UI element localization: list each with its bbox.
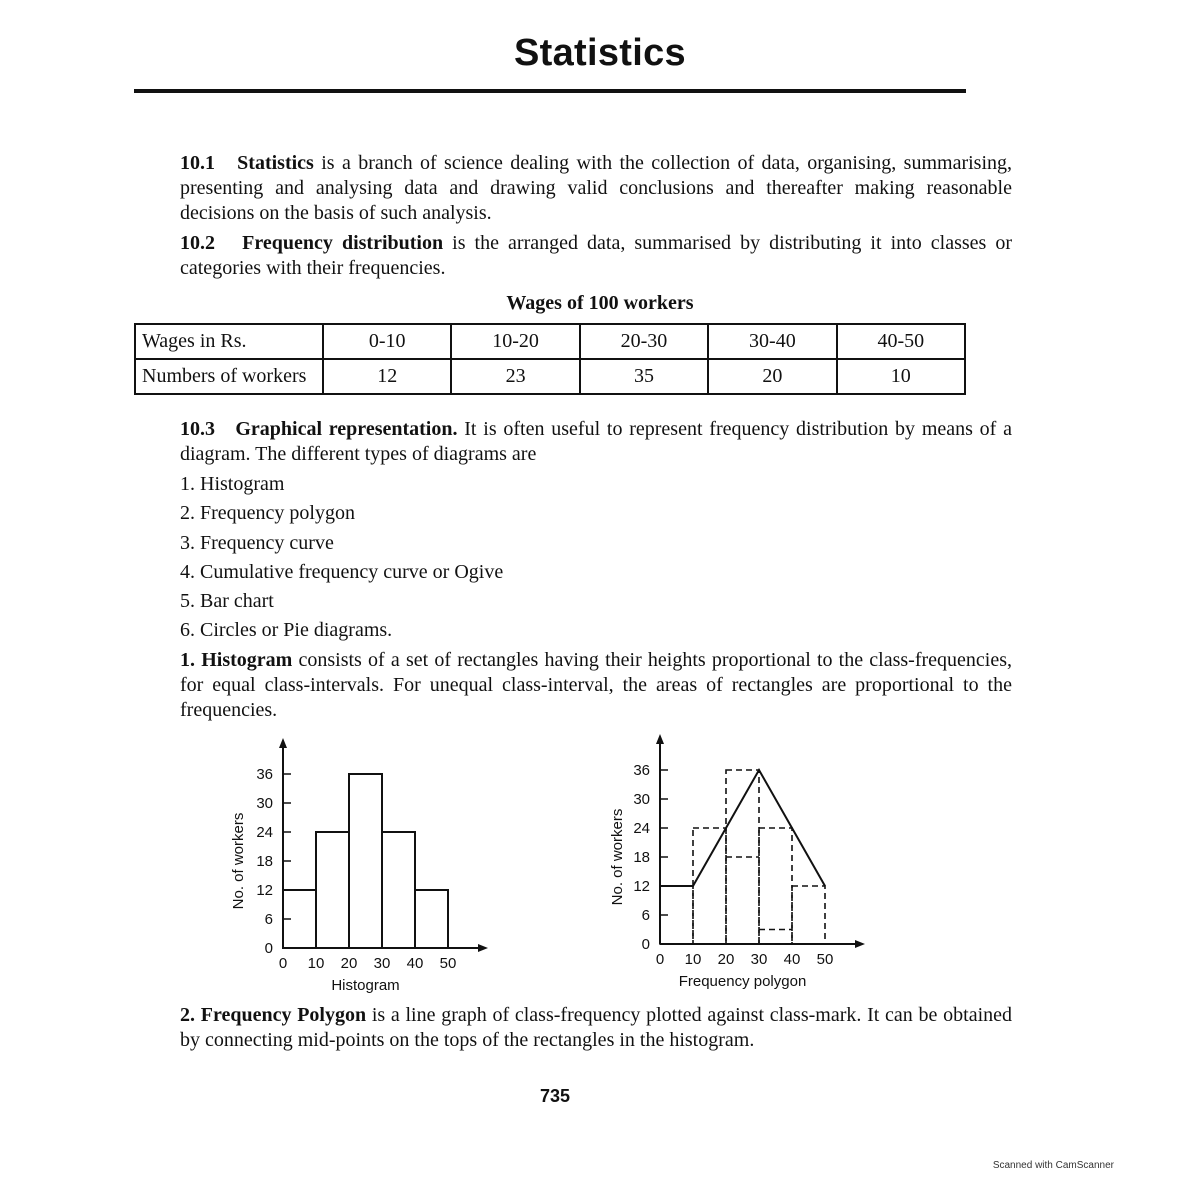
dashed-bar	[693, 828, 726, 944]
list-item: 3. Frequency curve	[180, 531, 334, 554]
x-tick-label: 20	[717, 951, 735, 968]
section-number: 10.1	[180, 152, 215, 174]
y-tick-label: 30	[256, 795, 273, 812]
histogram-bar	[382, 832, 415, 948]
page-title: Statistics	[514, 32, 686, 74]
table-cell: 12	[323, 359, 451, 394]
list-item: 1. Histogram	[180, 473, 285, 495]
table-cell: 35	[580, 359, 708, 394]
y-tick-label: 36	[256, 766, 273, 783]
y-axis-title: No. of workers	[609, 808, 626, 906]
x-axis-arrow	[855, 940, 865, 948]
list-item: 5. Bar chart	[180, 590, 274, 613]
x-tick-label: 30	[373, 955, 391, 972]
histogram-bar	[415, 890, 448, 948]
table-cell: 40-50	[837, 324, 965, 359]
histogram-bar	[349, 774, 382, 948]
row-label: Numbers of workers	[135, 359, 323, 394]
item-number: 1.	[180, 649, 195, 671]
page-number: 735	[539, 1086, 571, 1106]
y-axis-title: No. of workers	[230, 812, 247, 910]
section-number: 10.3	[180, 418, 215, 440]
y-tick-label: 12	[633, 878, 650, 895]
table-cell: 30-40	[708, 324, 836, 359]
row-label: Wages in Rs.	[135, 324, 323, 359]
x-tick-label: 40	[406, 955, 424, 972]
x-tick-label: 40	[783, 951, 801, 968]
y-tick-label: 30	[633, 791, 650, 808]
y-axis-arrow	[279, 738, 287, 748]
list-item: 4. Cumulative frequency curve or Ogive	[180, 560, 504, 583]
section-text: is a branch of science dealing with the collection of data, organising, summarising, presenting and analysing data and drawing valid conclusions and thereafter making reasonable decisions on the basis of such analysis.	[180, 152, 1013, 224]
x-tick-label: 50	[816, 951, 834, 968]
x-tick-label: 30	[750, 951, 768, 968]
table-cell: 23	[451, 359, 579, 394]
list-item: 2. Frequency polygon	[180, 502, 355, 525]
y-axis-arrow	[656, 734, 664, 744]
chart-title: Frequency polygon	[678, 973, 807, 990]
section-number: 10.2	[180, 232, 215, 254]
x-tick-label: 50	[439, 955, 457, 972]
list-item: 6. Circles or Pie diagrams.	[180, 619, 393, 642]
y-tick-label: 0	[641, 936, 650, 953]
polygon-line	[660, 770, 825, 886]
y-tick-label: 12	[256, 882, 273, 899]
table-cell: 10	[837, 359, 965, 394]
y-tick-label: 18	[633, 849, 650, 866]
table-cell: 10-20	[451, 324, 579, 359]
frequency-polygon-chart	[609, 734, 865, 990]
item-text: is a line graph of class-frequency plotted against class-mark. It can be obtained by connecting mid-points on the tops of the rectangles in the histogram.	[180, 1004, 1013, 1051]
x-tick-label: 0	[278, 955, 288, 972]
section-text: is the arranged data, summarised by distributing it into classes or categories with their frequencies.	[180, 232, 1013, 279]
x-tick-label: 10	[307, 955, 325, 972]
y-tick-label: 18	[256, 853, 273, 870]
section-term: Statistics	[237, 152, 314, 174]
table-cell: 20	[708, 359, 836, 394]
histogram-bar	[316, 832, 349, 948]
dashed-bar	[792, 886, 825, 944]
x-tick-label: 20	[340, 955, 358, 972]
frequency-polygon-definition	[134, 1003, 1012, 1053]
y-tick-label: 0	[264, 940, 273, 957]
item-term: Frequency Polygon	[200, 1004, 367, 1026]
item-term: Histogram	[201, 649, 293, 671]
dashed-bar	[759, 828, 792, 944]
histogram-chart	[230, 738, 488, 994]
y-tick-label: 6	[641, 907, 650, 924]
y-tick-label: 24	[256, 824, 273, 841]
x-axis-arrow	[478, 944, 488, 952]
y-tick-label: 24	[633, 820, 650, 837]
section-term: Frequency distribution	[242, 232, 444, 254]
item-text: consists of a set of rectangles having their heights proportional to the class-frequencies, for equal class-intervals. For unequal class-interval, the areas of rectangles are proportional to the frequencies.	[180, 649, 1013, 721]
x-tick-label: 0	[655, 951, 665, 968]
table-caption: Wages of 100 workers	[506, 292, 694, 314]
section-text: It is often useful to represent frequency distribution by means of a diagram. The different types of diagrams are	[180, 418, 1012, 465]
x-tick-label: 10	[684, 951, 702, 968]
table-cell: 20-30	[580, 324, 708, 359]
item-number: 2.	[180, 1004, 195, 1026]
scanner-watermark: Scanned with CamScanner	[992, 1160, 1114, 1171]
section-term: Graphical representation.	[235, 418, 458, 440]
chart-title: Histogram	[331, 977, 400, 994]
y-tick-label: 6	[264, 911, 273, 928]
y-tick-label: 36	[633, 762, 650, 779]
table-cell: 0-10	[323, 324, 451, 359]
